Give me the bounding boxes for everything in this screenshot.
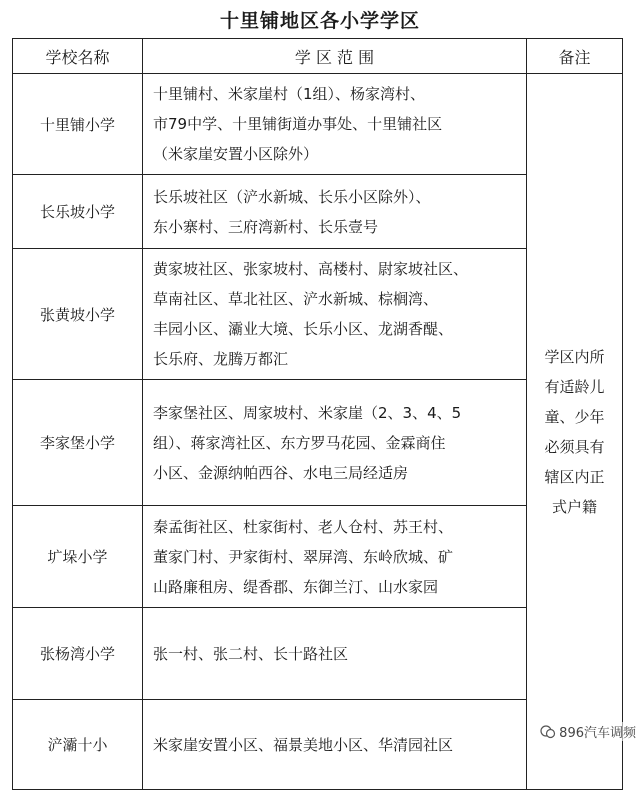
area-line: 李家堡社区、周家坡村、米家崖（2、3、4、5 <box>153 403 462 422</box>
area-line: 小区、金源纳帕西谷、水电三局经适房 <box>153 463 409 482</box>
note-cell <box>527 74 623 790</box>
area-line: 张一村、张二村、长十路社区 <box>153 644 349 663</box>
area-line: 黄家坡社区、张家坡村、高楼村、尉家坡社区、 <box>153 260 469 278</box>
school-name: 李家堡小学 <box>13 380 143 506</box>
header-school: 学校名称 <box>13 39 143 74</box>
school-name: 长乐坡小学 <box>13 175 143 249</box>
district-area <box>143 380 527 506</box>
area-line: 草南社区、草北社区、浐水新城、棕榈湾、 <box>153 290 439 308</box>
note-line: 学区内所 <box>544 347 605 366</box>
area-line: 组）、蒋家湾社区、东方罗马花园、金霖商住 <box>153 433 446 452</box>
area-line: 丰园小区、灞业大境、长乐小区、龙湖香醍、 <box>153 320 454 338</box>
note-line: 式户籍 <box>551 497 597 516</box>
note-line: 有适龄儿 <box>544 377 605 396</box>
watermark <box>540 722 636 741</box>
area-line: 十里铺村、米家崖村（1组）、杨家湾村、 <box>153 85 426 103</box>
note-line: 必须具有 <box>544 437 605 456</box>
wechat-icon <box>540 724 556 740</box>
district-area <box>143 608 527 700</box>
note-line: 辖区内正 <box>544 467 605 486</box>
school-name: 圹垛小学 <box>13 506 143 608</box>
area-line: 秦孟街社区、杜家街村、老人仓村、苏王村、 <box>153 517 454 536</box>
watermark-text: 896汽车调频 <box>559 726 636 741</box>
district-area <box>143 74 527 175</box>
district-area <box>143 249 527 380</box>
school-district-table <box>12 38 623 790</box>
area-line: 山路廉租房、缇香郡、东御兰汀、山水家园 <box>153 577 439 596</box>
area-line: 市79中学、十里铺街道办事处、十里铺社区 <box>153 115 443 133</box>
note-line: 童、少年 <box>544 407 605 426</box>
header-row <box>13 39 623 74</box>
school-name: 张黄坡小学 <box>13 249 143 380</box>
district-area <box>143 506 527 608</box>
document-title: 十里铺地区各小学学区 <box>219 10 420 32</box>
area-line: 长乐坡社区（浐水新城、长乐小区除外）、 <box>153 187 431 206</box>
school-name: 浐灞十小 <box>13 700 143 790</box>
district-area <box>143 175 527 249</box>
table-row <box>13 74 623 175</box>
area-line: 长乐府、龙腾万都汇 <box>153 350 289 368</box>
area-line: 米家崖安置小区、福景美地小区、华清园社区 <box>153 735 454 754</box>
school-name: 十里铺小学 <box>13 74 143 175</box>
header-note: 备注 <box>527 39 623 74</box>
area-line: 董家门村、尹家街村、翠屏湾、东岭欣城、矿 <box>153 547 454 566</box>
header-area: 学 区 范 围 <box>143 39 527 74</box>
area-line: （米家崖安置小区除外） <box>153 145 319 163</box>
district-area <box>143 700 527 790</box>
school-name: 张杨湾小学 <box>13 608 143 700</box>
area-line: 东小寨村、三府湾新村、长乐壹号 <box>153 217 379 236</box>
